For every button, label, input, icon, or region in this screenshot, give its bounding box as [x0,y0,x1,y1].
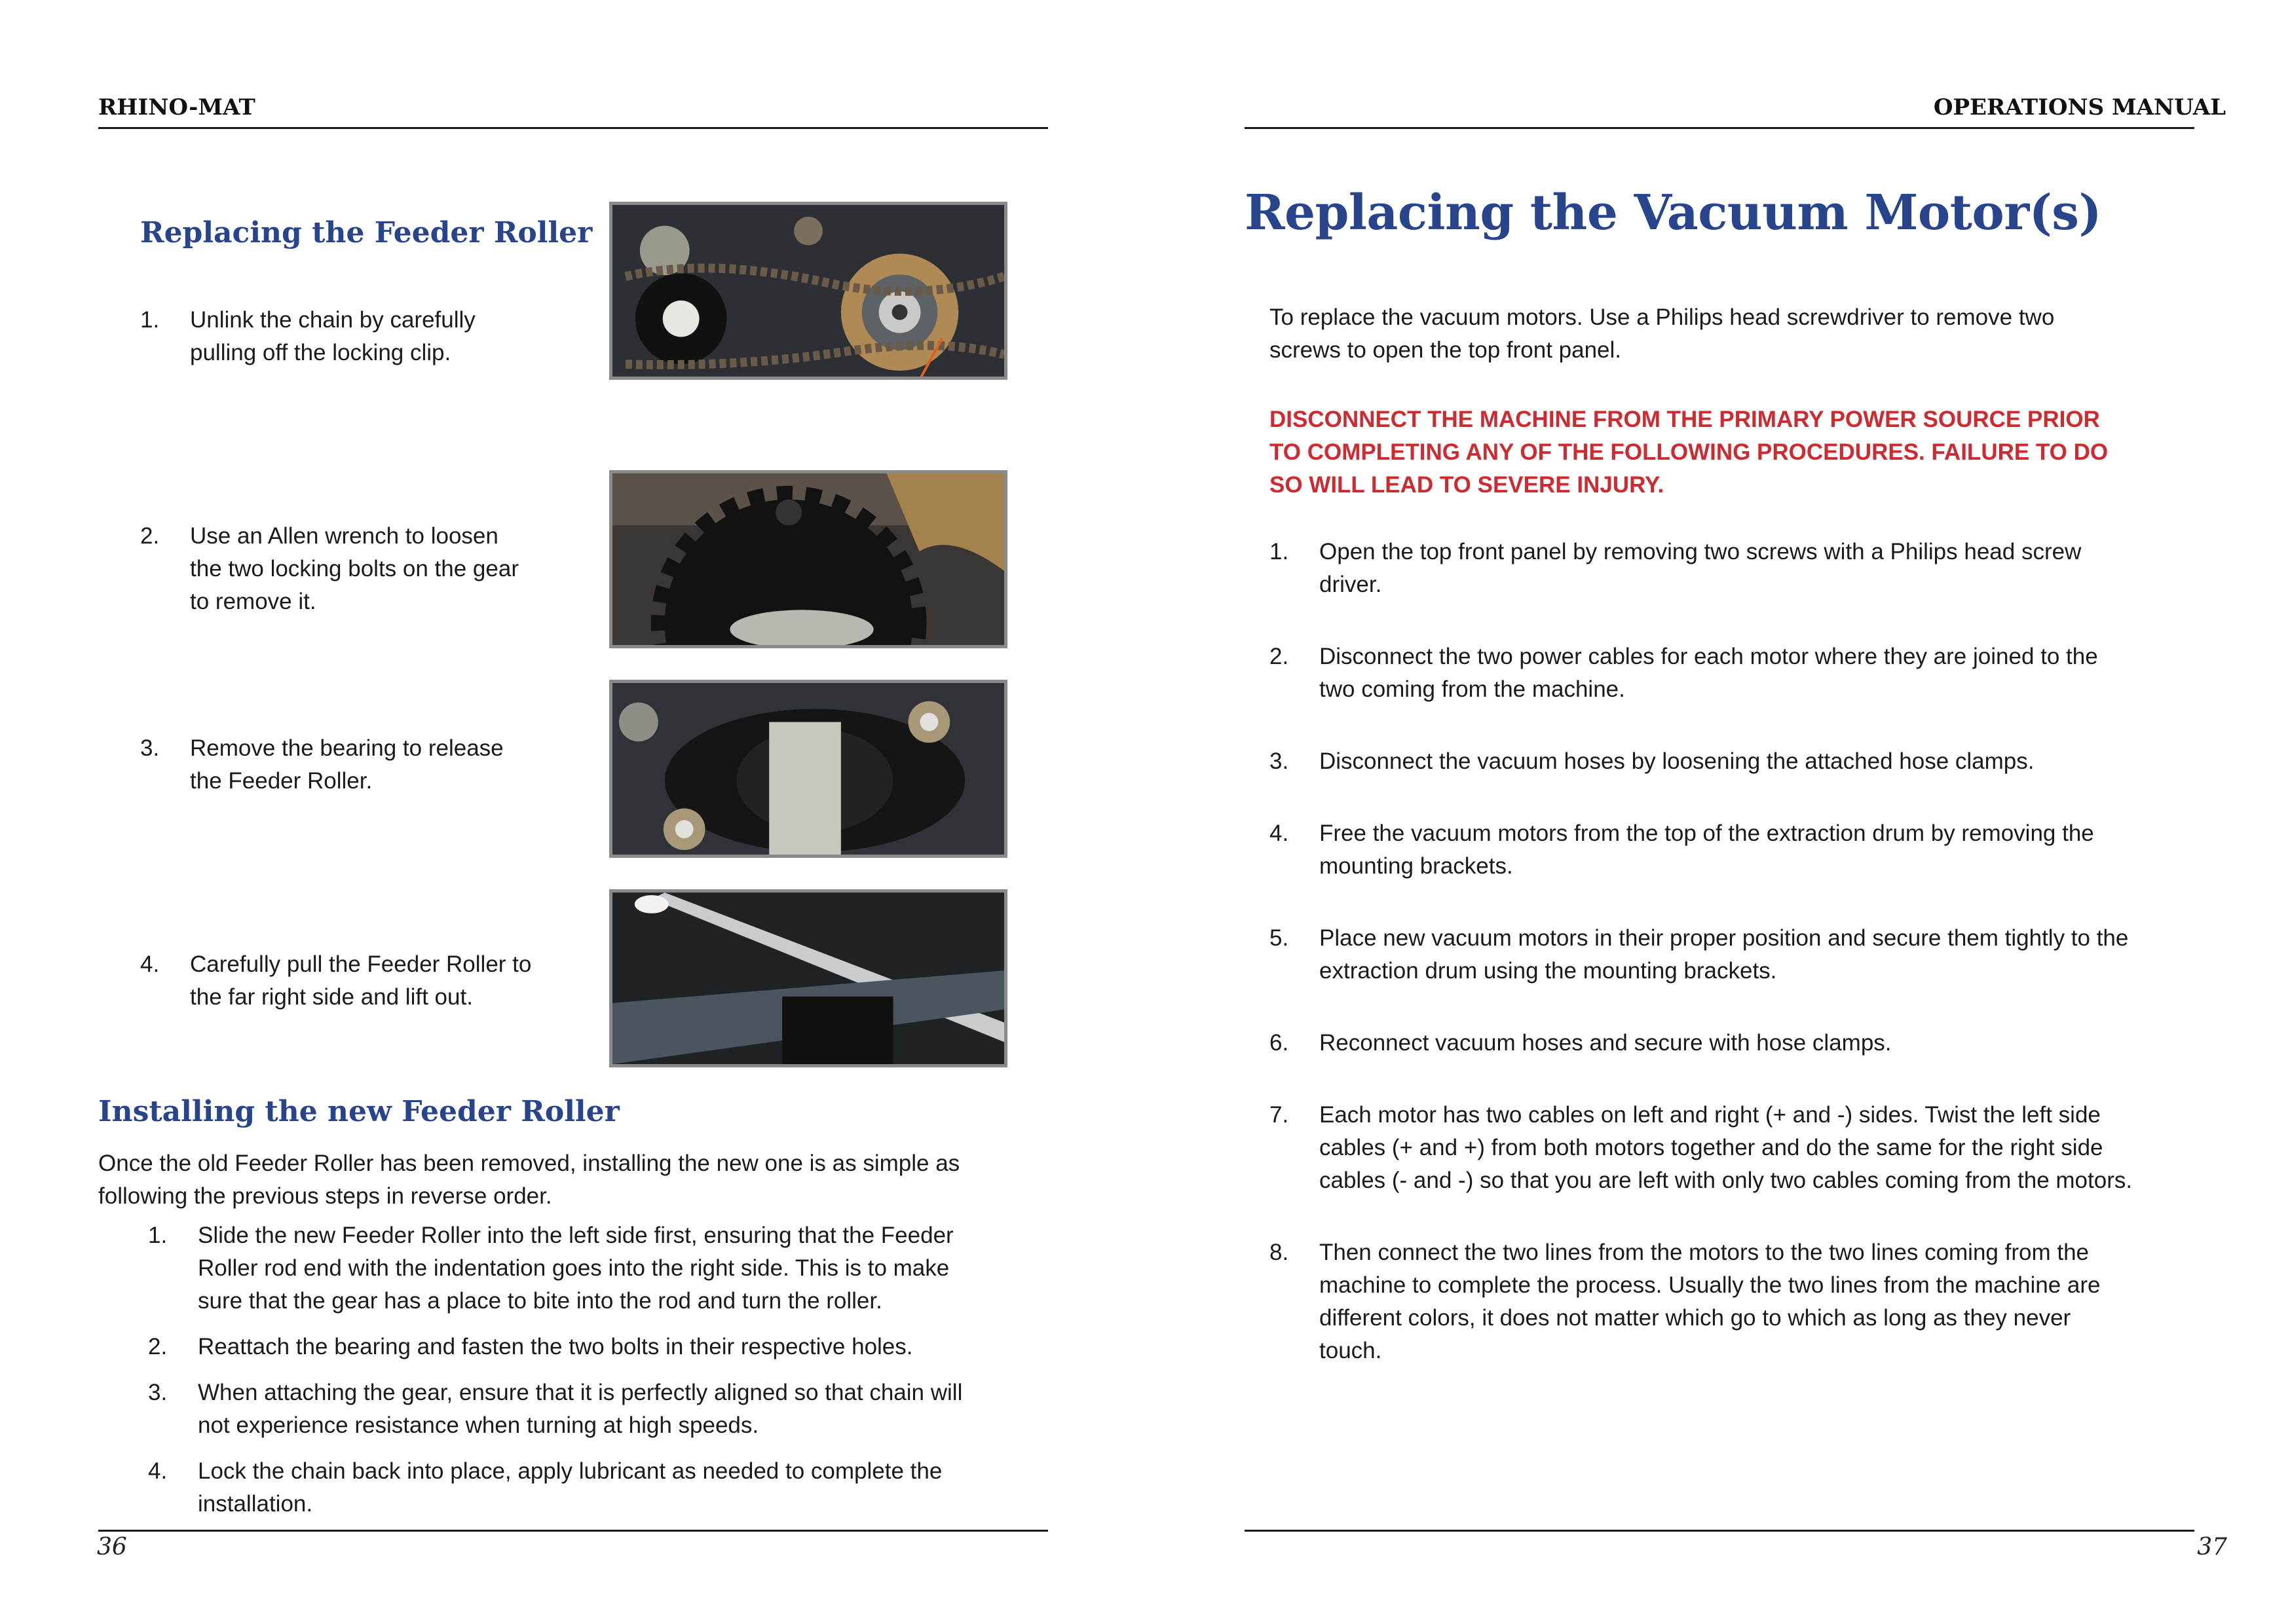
step-number: 4. [1269,821,1289,846]
page-number-left: 36 [97,1534,127,1560]
step-number: 3. [140,735,160,761]
step-line: to remove it. [190,589,316,614]
section-title-installing-feeder-roller: Installing the new Feeder Roller [98,1095,620,1128]
step-line: Disconnect the vacuum hoses by loosening the attached hose clamps. [1319,748,2035,774]
header-rule-right [1245,127,2194,129]
step-number: 5. [1269,925,1289,951]
roller-rod-photo [609,889,1007,1067]
gear-bolts-photo [609,470,1007,648]
step-line: Slide the new Feeder Roller into the left side first, ensuring that the Feeder [198,1223,954,1248]
page-number-right: 37 [2197,1534,2227,1560]
safety-warning [1269,403,2193,502]
step-line: machine to complete the process. Usually the two lines from the machine are [1319,1272,2101,1298]
chain-sprocket-photo [609,202,1007,380]
step-number: 1. [1269,539,1289,564]
step-line: Remove the bearing to release [190,735,504,761]
step-line: sure that the gear has a place to bite into the rod and turn the roller. [198,1288,882,1314]
running-head-right: OPERATIONS MANUAL [1933,94,2226,120]
warning-line: SO WILL LEAD TO SEVERE INJURY. [1269,472,1664,498]
step-line: Open the top front panel by removing two screws with a Philips head screw [1319,539,2082,564]
step-line: Use an Allen wrench to loosen [190,523,498,549]
warning-line: DISCONNECT THE MACHINE FROM THE PRIMARY POWER SOURCE PRIOR [1269,407,2100,432]
step-line: Carefully pull the Feeder Roller to [190,951,532,977]
step-line: Each motor has two cables on left and right (+ and -) sides. Twist the left side [1319,1102,2101,1128]
footer-rule-left [98,1530,1048,1532]
step-line: Then connect the two lines from the motors to the two lines coming from the [1319,1240,2089,1265]
step-line: installation. [198,1491,313,1517]
step-line: driver. [1319,572,1382,597]
step-number: 1. [140,307,160,333]
step-line: touch. [1319,1338,1382,1363]
header-rule-left [98,127,1048,129]
step-number: 3. [1269,748,1289,774]
step-number: 4. [148,1458,168,1484]
footer-rule-right [1245,1530,2194,1532]
step-line: Unlink the chain by carefully [190,307,476,333]
step-line: Roller rod end with the indentation goes into the right side. This is to make [198,1255,950,1281]
step-line: cables (- and -) so that you are left with only two cables coming from the motors. [1319,1168,2133,1193]
step-line: extraction drum using the mounting brackets. [1319,958,1777,984]
step-number: 6. [1269,1030,1289,1056]
step-line: not experience resistance when turning at high speeds. [198,1412,759,1438]
step-line: Disconnect the two power cables for each motor where they are joined to the [1319,644,2098,669]
step-line: Reconnect vacuum hoses and secure with hose clamps. [1319,1030,1892,1056]
step-line: two coming from the machine. [1319,676,1625,702]
step-number: 8. [1269,1240,1289,1265]
step-line: different colors, it does not matter which go to which as long as they never [1319,1305,2071,1331]
step-line: cables (+ and +) from both motors together and do the same for the right side [1319,1135,2103,1160]
page-title: Replacing the Vacuum Motor(s) [1245,185,2101,241]
intro-line: To replace the vacuum motors. Use a Philips head screwdriver to remove two [1269,304,2055,330]
step-line: the two locking bolts on the gear [190,556,519,581]
step-line: Lock the chain back into place, apply lubricant as needed to complete the [198,1458,943,1484]
step-line: Reattach the bearing and fasten the two bolts in their respective holes. [198,1334,913,1359]
step-line: the Feeder Roller. [190,768,373,794]
running-head-left: RHINO-MAT [98,94,255,120]
step-line: the far right side and lift out. [190,984,473,1010]
vacuum-intro [1269,301,2187,367]
step-line: Free the vacuum motors from the top of the extraction drum by removing the [1319,821,2094,846]
intro-line: screws to open the top front panel. [1269,337,1621,363]
step-number: 2. [1269,644,1289,669]
step-number: 2. [148,1334,168,1359]
step-number: 1. [148,1223,168,1248]
section-title-replacing-feeder-roller: Replacing the Feeder Roller [140,216,593,249]
step-number: 7. [1269,1102,1289,1128]
step-number: 3. [148,1380,168,1405]
step-line: When attaching the gear, ensure that it is perfectly aligned so that chain will [198,1380,963,1405]
step-line: pulling off the locking clip. [190,340,451,365]
step-number: 4. [140,951,160,977]
step-line: Place new vacuum motors in their proper position and secure them tightly to the [1319,925,2129,951]
warning-line: TO COMPLETING ANY OF THE FOLLOWING PROCEDURES. FAILURE TO DO [1269,439,2109,465]
intro-line: Once the old Feeder Roller has been removed, installing the new one is as simple as [98,1151,960,1176]
bearing-photo [609,680,1007,858]
step-number: 2. [140,523,160,549]
step-line: mounting brackets. [1319,853,1513,879]
intro-line: following the previous steps in reverse order. [98,1183,552,1209]
installing-intro [98,1147,1055,1213]
right-page [1145,0,2290,1624]
